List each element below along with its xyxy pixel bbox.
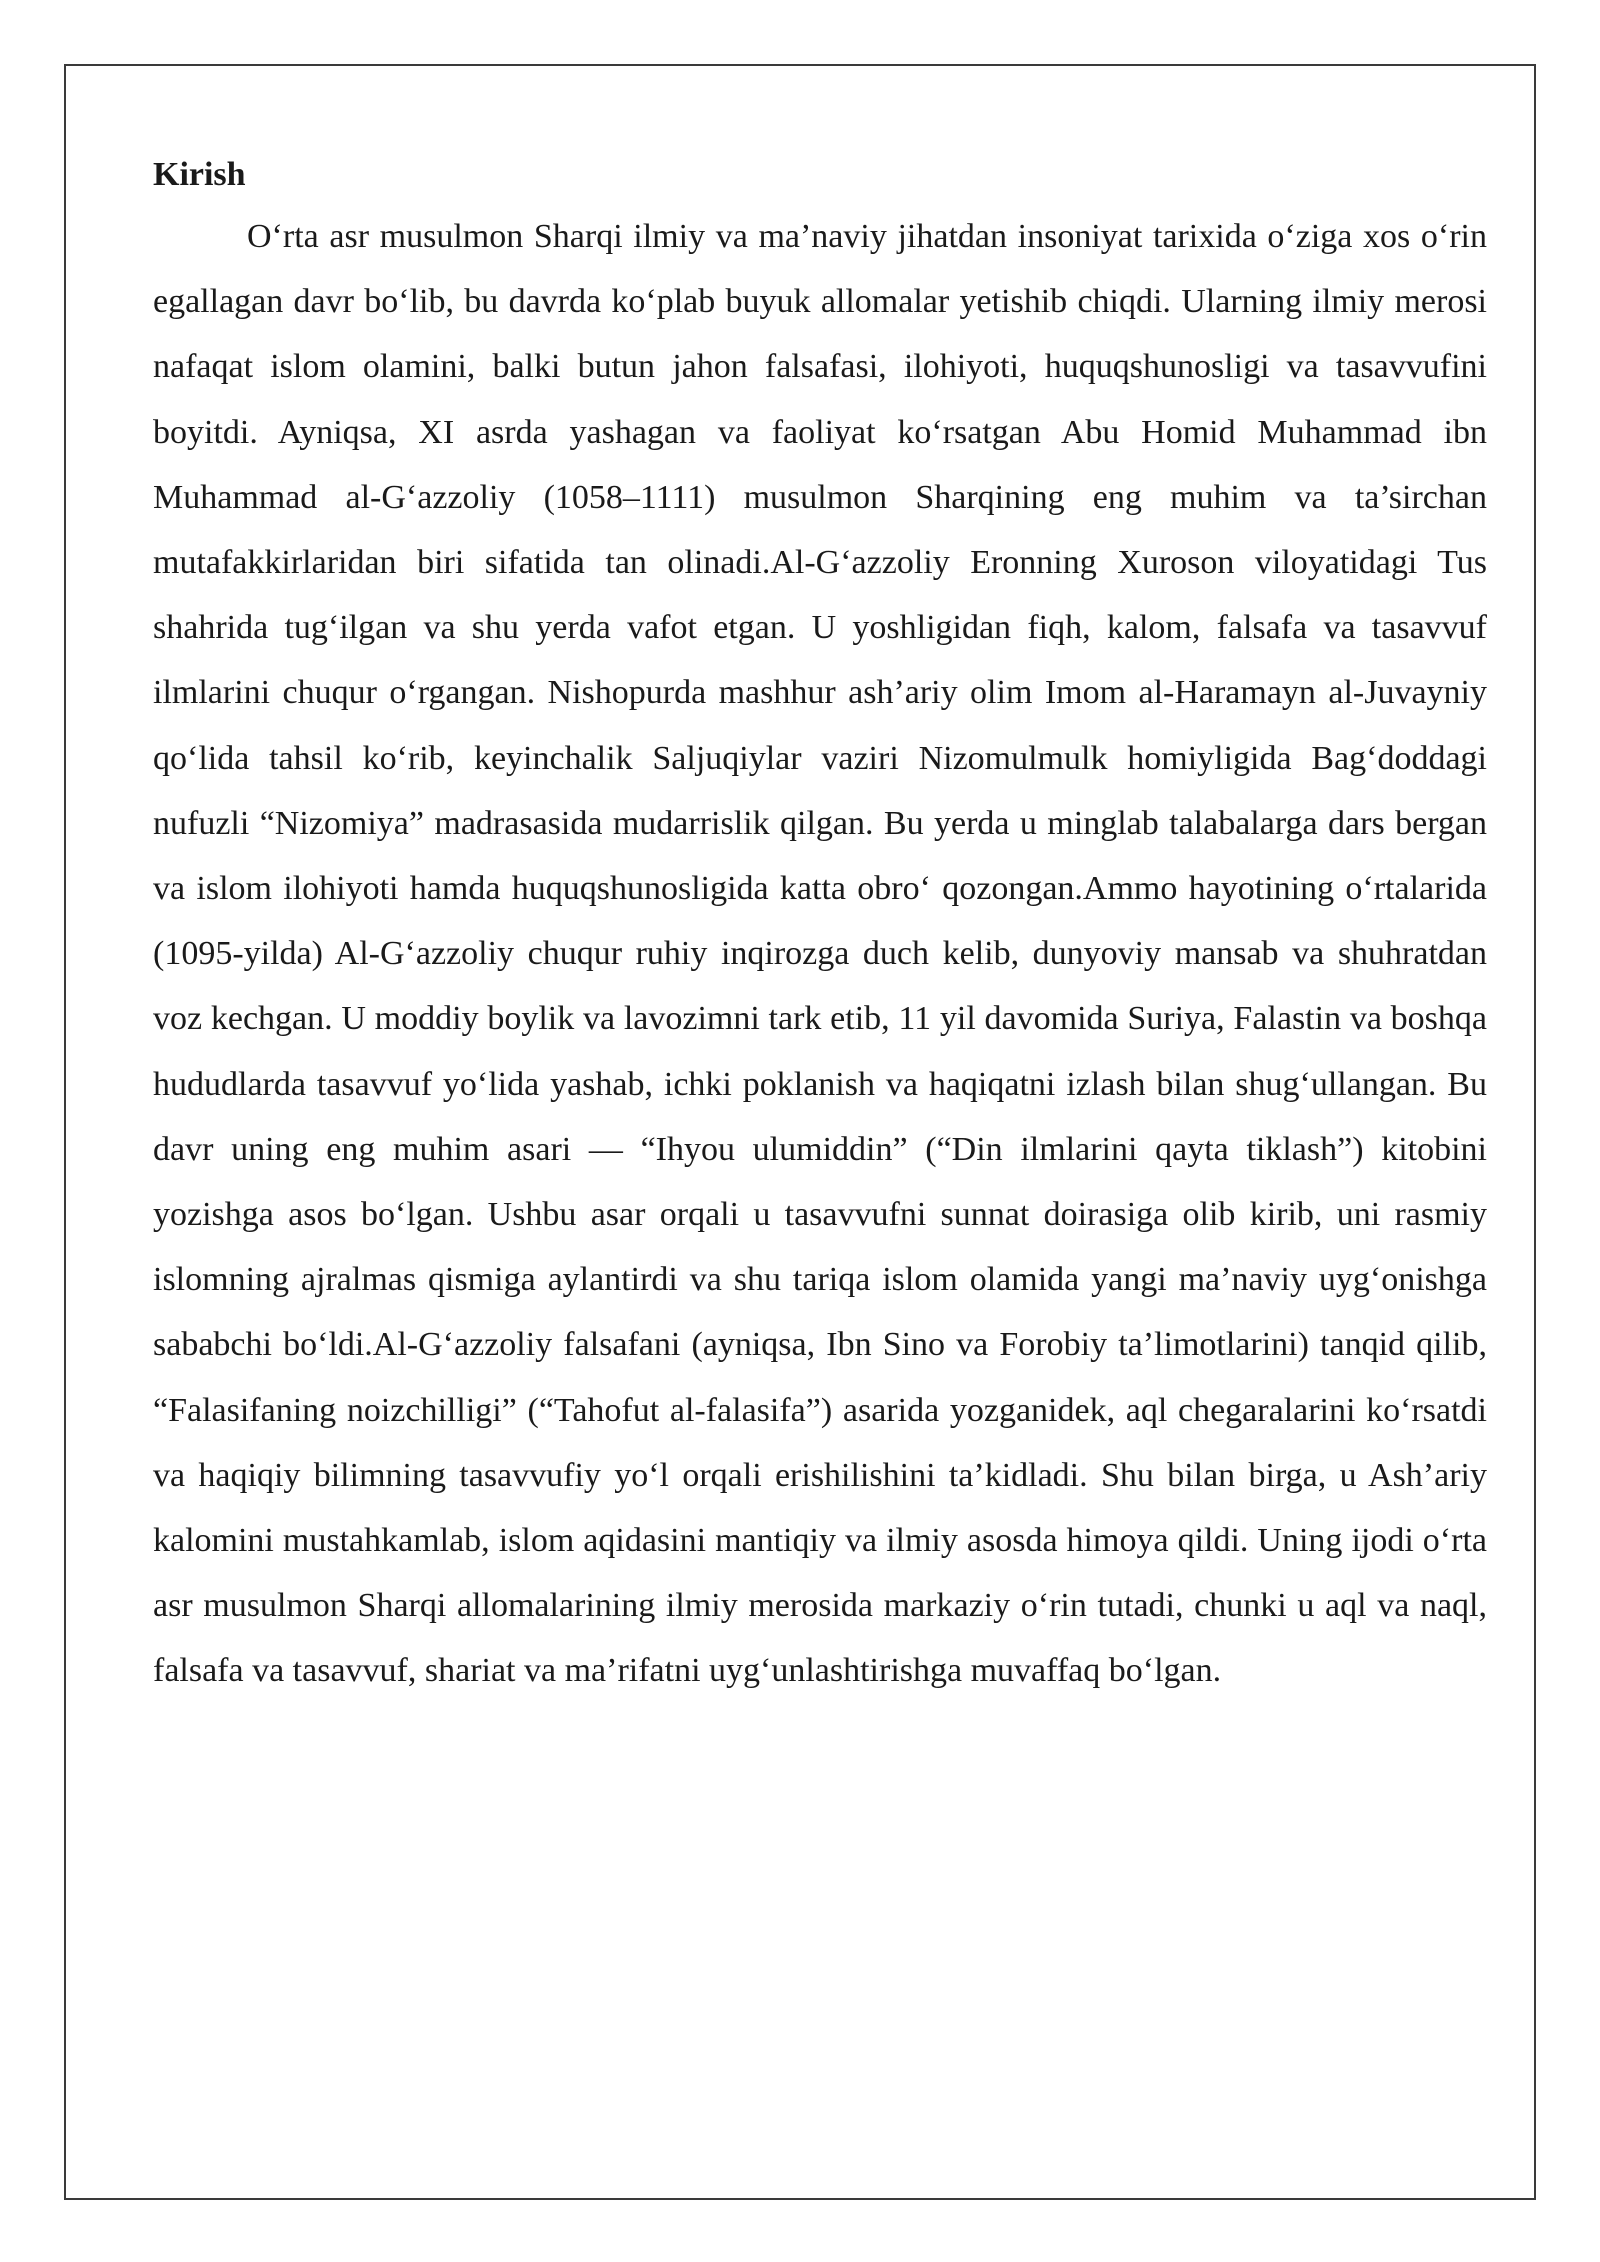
section-heading: Kirish [153,156,246,193]
document-body [153,146,1487,1704]
body-paragraph: O‘rta asr musulmon Sharqi ilmiy va ma’naviy jihatdan insoniyat tarixida o‘ziga xos o‘rin egallagan davr bo‘lib, bu davrda ko‘plab buyuk allomalar yetishib chiqdi. Ularning ilmiy merosi nafaqat islom olamini, balki butun jahon falsafasi, ilohiyoti, huquqshunosligi va tasavvufini boyitdi. Ayniqsa, XI asrda yashagan va faoliyat ko‘rsatgan Abu Homid Muhammad ibn Muhammad al-G‘azzoliy (1058–1111) musulmon Sharqining eng muhim va ta’sirchan mutafakkirlaridan biri sifatida tan olinadi.Al-G‘azzoliy Eronning Xuroson viloyatidagi Tus shahrida tug‘ilgan va shu yerda vafot etgan. U yoshligidan fiqh, kalom, falsafa va tasavvuf ilmlarini chuqur o‘rgangan. Nishopurda mashhur ash’ariy olim Imom al-Haramayn al-Juvayniy qo‘lida tahsil ko‘rib, keyinchalik Saljuqiylar vaziri Nizomulmulk homiyligida Bag‘doddagi nufuzli “Nizomiya” madrasasida mudarrislik qilgan. Bu yerda u minglab talabalarga dars bergan va islom ilohiyoti hamda huquqshunosligida katta obro‘ qozongan.Ammo hayotining o‘rtalarida (1095-yilda) Al-G‘azzoliy chuqur ruhiy inqirozga duch kelib, dunyoviy mansab va shuhratdan voz kechgan. U moddiy boylik va lavozimni tark etib, 11 yil davomida Suriya, Falastin va boshqa hududlarda tasavvuf yo‘lida yashab, ichki poklanish va haqiqatni izlash bilan shug‘ullangan. Bu davr uning eng muhim asari — “Ihyou ulumiddin” (“Din ilmlarini qayta tiklash”) kitobini yozishga asos bo‘lgan. Ushbu asar orqali u tasavvufni sunnat doirasiga olib kirib, uni rasmiy islomning ajralmas qismiga aylantirdi va shu tariqa islom olamida yangi ma’naviy uyg‘onishga sababchi bo‘ldi.Al-G‘azzoliy falsafani (ayniqsa, Ibn Sino va Forobiy ta’limotlarini) tanqid qilib, “Falasifaning noizchilligi” (“Tahofut al-falasifa”) asarida yozganidek, aql chegaralarini ko‘rsatdi va haqiqiy bilimning tasavvufiy yo‘l orqali erishilishini ta’kidladi. Shu bilan birga, u Ash’ariy kalomini mustahkamlab, islom aqidasini mantiqiy va ilmiy asosda himoya qildi. Uning ijodi o‘rta asr musulmon Sharqi allomalarining ilmiy merosida markaziy o‘rin tutadi, chunki u aql va naql, falsafa va tasavvuf, shariat va ma’rifatni uyg‘unlashtirishga muvaffaq bo‘lgan. [153,218,1487,1690]
